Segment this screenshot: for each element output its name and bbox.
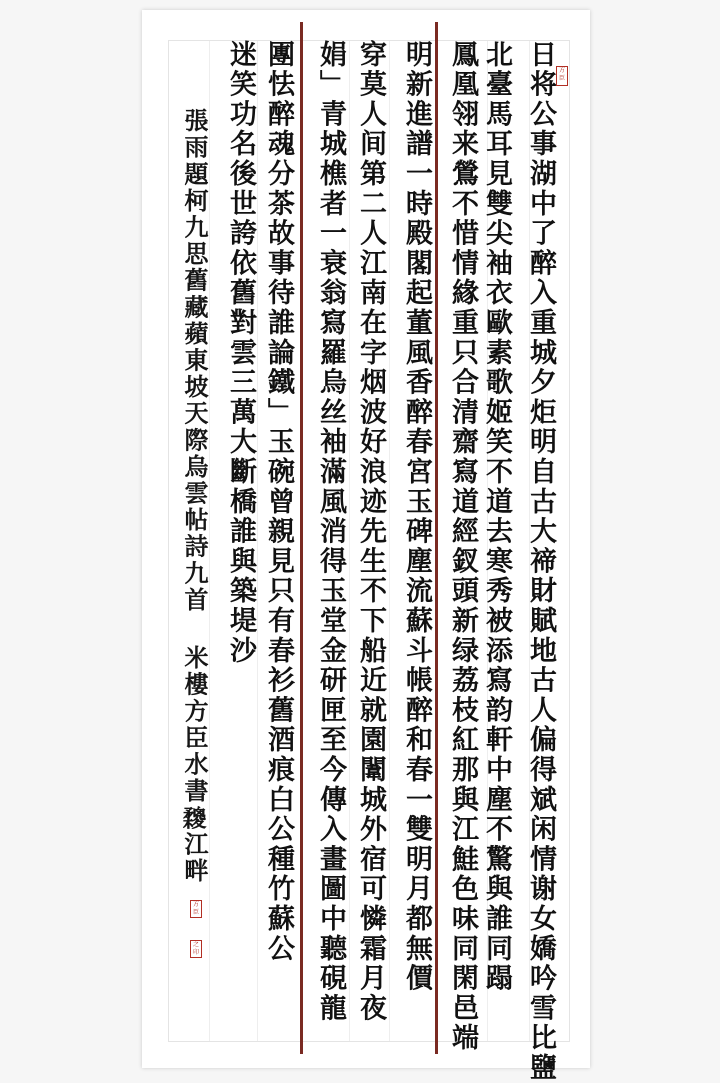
- signature-inscription: 張雨題柯九思舊藏蘋東坡天際烏雲帖詩九首 米樓方臣水書𣟮江畔: [180, 108, 209, 885]
- poem-column-3: 鳳凰翎来鶯不惜情緣重只合清齋寫道經釵頭新绿荔枝紅那與江鮭色味同閑邑端: [447, 40, 478, 1054]
- poem-column-7: 團怯醉魂分茶故事待誰論鐵﹂玉碗曾親見只有春衫舊酒痕白公種竹蘇公: [263, 40, 294, 964]
- poem-column-6: 娟﹂青城樵者一衰翁寫羅烏丝袖滿風消得玉堂金研匣至今傳入畫圖中聽硯龍: [315, 40, 346, 1024]
- poem-column-2: 北臺馬耳見雙尖袖衣歐素歌姬笑不道去寒秀被添寫韵軒中塵不驚與誰同蹋: [481, 40, 512, 994]
- seal-1: 方臣: [190, 900, 202, 918]
- seal-2: 之印: [190, 940, 202, 958]
- poem-column-1: 日将公事湖中了醉入重城夕炬明自古大禘財賦地古人偏得斌闲情谢女嬌吟雪比鹽: [525, 40, 556, 1083]
- poem-column-5: 穿莫人间第二人江南在字烟波好浪迹先生不下船近就園闈城外宿可憐霜月夜: [355, 40, 386, 1024]
- seal-top: 方臣: [556, 66, 568, 86]
- poem-column-8: 迷笑功名後世誇依舊對雲三萬大斷橋誰與築堤沙: [225, 40, 256, 666]
- vertical-divider-left: [300, 22, 303, 1054]
- poem-column-4: 明新進譜一時殿閣起董風香醉春宮玉碑塵流蘇斗帳醉和春一雙明月都無價: [401, 40, 432, 994]
